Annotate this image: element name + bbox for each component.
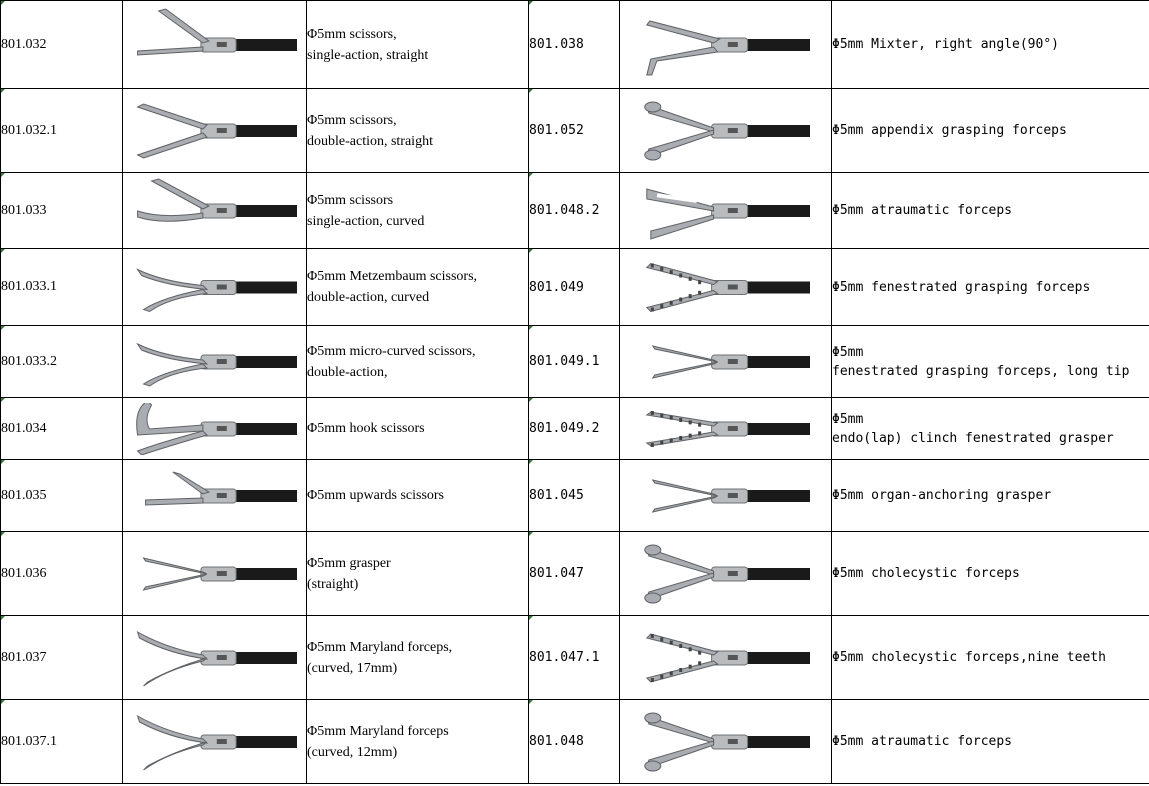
product-code: 801.052 [529, 89, 620, 173]
product-code: 801.037 [1, 616, 123, 700]
product-code: 801.048.2 [529, 173, 620, 249]
product-description [307, 326, 529, 398]
description-line: Φ5mm appendix grasping forceps [832, 123, 1067, 138]
maryland-forceps-12-icon [123, 705, 306, 779]
product-code: 801.048 [529, 700, 620, 784]
instrument-photo [620, 460, 832, 532]
instrument-photo [123, 460, 307, 532]
description-line: Φ5mm fenestrated grasping forceps [832, 279, 1091, 295]
description-line: Φ5mm upwards scissors [307, 488, 445, 503]
product-code: 801.032 [1, 1, 123, 89]
product-code: 801.032.1 [1, 89, 123, 173]
product-description [832, 249, 1149, 326]
maryland-forceps-17-icon [123, 621, 306, 695]
micro-curved-scissors-icon [123, 331, 306, 393]
metzenbaum-scissors-icon [123, 254, 306, 321]
description-line: Φ5mm scissors, [307, 26, 397, 42]
straight-grasper-icon [123, 537, 306, 611]
cell-marker [1, 249, 5, 253]
product-description [832, 398, 1149, 460]
instrument-photo [123, 173, 307, 249]
cell-marker [529, 532, 533, 536]
description-line: Φ5mm scissors [307, 192, 394, 208]
description-line: Φ5mm grasper [307, 555, 391, 571]
product-code: 801.047 [529, 532, 620, 616]
description-line: endo(lap) clinch fenestrated grasper [832, 430, 1114, 446]
instrument-photo [620, 616, 832, 700]
cell-marker [1, 89, 5, 93]
cell-marker [1, 532, 5, 536]
instrument-photo [620, 532, 832, 616]
description-line: double-action, straight [307, 133, 433, 149]
table-row [1, 249, 1149, 326]
instrument-photo [123, 326, 307, 398]
fenestrated-long-tip-icon [620, 331, 831, 393]
cell-marker [1, 398, 5, 402]
product-description [307, 460, 529, 532]
instrument-photo [620, 326, 832, 398]
product-description [832, 700, 1149, 784]
description-line: Φ5mm atraumatic forceps [832, 734, 1013, 749]
description-line: (straight) [307, 576, 359, 592]
cell-marker [529, 460, 533, 464]
cell-marker [1, 460, 5, 464]
instrument-photo [620, 1, 832, 89]
table-row [1, 460, 1149, 532]
product-code: 801.049.2 [529, 398, 620, 460]
cell-marker [529, 173, 533, 177]
description-line: Φ5mm Maryland forceps, [307, 639, 453, 655]
cell-marker [529, 398, 533, 402]
table-row [1, 89, 1149, 173]
table-row [1, 326, 1149, 398]
product-code: 801.035 [1, 460, 123, 532]
product-description [307, 700, 529, 784]
description-line: fenestrated grasping forceps, long tip [832, 363, 1130, 379]
product-description [307, 616, 529, 700]
table-row [1, 616, 1149, 700]
scissors-single-curved-icon [123, 178, 306, 244]
instrument-photo [123, 700, 307, 784]
atraumatic-forceps-long-icon [620, 705, 831, 779]
upwards-scissors-icon [123, 465, 306, 527]
instrument-photo [123, 532, 307, 616]
table-row [1, 532, 1149, 616]
product-code: 801.047.1 [529, 616, 620, 700]
product-code: 801.038 [529, 1, 620, 89]
instrument-photo [620, 398, 832, 460]
organ-anchoring-grasper-icon [620, 465, 831, 527]
product-code: 801.033.2 [1, 326, 123, 398]
cell-marker [529, 700, 533, 704]
instrument-photo [123, 616, 307, 700]
cell-marker [529, 1, 533, 5]
description-line: Φ5mm scissors, [307, 112, 397, 128]
description-line: double-action, [307, 364, 388, 380]
cholecystic-forceps-icon [620, 537, 831, 611]
product-code: 801.049 [529, 249, 620, 326]
description-line: Φ5mm hook scissors [307, 421, 425, 436]
product-description [832, 326, 1149, 398]
instrument-photo [123, 1, 307, 89]
table-row [1, 700, 1149, 784]
mixter-right-angle-icon [620, 8, 831, 82]
table-row [1, 398, 1149, 460]
table-row [1, 173, 1149, 249]
product-description [832, 89, 1149, 173]
product-description [307, 89, 529, 173]
description-line: Φ5mm cholecystic forceps [832, 566, 1020, 581]
cell-marker [1, 173, 5, 177]
description-line: Φ5mm cholecystic forceps,nine teeth [832, 650, 1106, 665]
product-code: 801.033.1 [1, 249, 123, 326]
fenestrated-grasping-forceps-icon [620, 254, 831, 321]
cell-marker [1, 326, 5, 330]
cell-marker [1, 700, 5, 704]
instrument-photo [620, 173, 832, 249]
scissors-single-straight-icon [123, 8, 306, 82]
description-line: (curved, 17mm) [307, 660, 398, 676]
description-line: single-action, straight [307, 47, 429, 63]
product-description [307, 173, 529, 249]
description-line: Φ5mm [832, 344, 864, 360]
product-description [832, 1, 1149, 89]
nine-teeth-forceps-icon [620, 621, 831, 695]
cell-marker [529, 616, 533, 620]
product-description [307, 249, 529, 326]
description-line: Φ5mm Metzembaum scissors, [307, 269, 478, 284]
description-line: Φ5mm [832, 411, 864, 427]
description-line: single-action, curved [307, 213, 425, 229]
scissors-double-straight-icon [123, 94, 306, 168]
product-description [832, 460, 1149, 532]
product-description [307, 532, 529, 616]
description-line: Φ5mm atraumatic forceps [832, 203, 1013, 218]
cell-marker [529, 326, 533, 330]
instrument-photo [123, 89, 307, 173]
cell-marker [529, 89, 533, 93]
product-code: 801.036 [1, 532, 123, 616]
instrument-photo [620, 249, 832, 326]
description-line: Φ5mm organ-anchoring grasper [832, 488, 1052, 503]
description-line: (curved, 12mm) [307, 744, 398, 760]
appendix-grasping-forceps-icon [620, 94, 831, 168]
product-description [307, 1, 529, 89]
product-description [832, 173, 1149, 249]
instrument-photo [620, 89, 832, 173]
product-code: 801.034 [1, 398, 123, 460]
product-code: 801.049.1 [529, 326, 620, 398]
description-line: Φ5mm Maryland forceps [307, 723, 449, 739]
hook-scissors-icon [123, 403, 306, 455]
table-row [1, 1, 1149, 89]
cell-marker [529, 249, 533, 253]
description-line: Φ5mm Mixter, right angle(90°) [832, 37, 1059, 52]
instrument-photo [123, 398, 307, 460]
description-line: double-action, curved [307, 290, 430, 305]
instrument-photo [123, 249, 307, 326]
product-code: 801.037.1 [1, 700, 123, 784]
instrument-photo [620, 700, 832, 784]
product-code: 801.045 [529, 460, 620, 532]
product-description [307, 398, 529, 460]
clinch-grasper-icon [620, 403, 831, 455]
cell-marker [1, 616, 5, 620]
description-line: Φ5mm micro-curved scissors, [307, 343, 476, 359]
cell-marker [1, 1, 5, 5]
atraumatic-forceps-icon [620, 178, 831, 244]
product-description [832, 532, 1149, 616]
product-code: 801.033 [1, 173, 123, 249]
product-description [832, 616, 1149, 700]
